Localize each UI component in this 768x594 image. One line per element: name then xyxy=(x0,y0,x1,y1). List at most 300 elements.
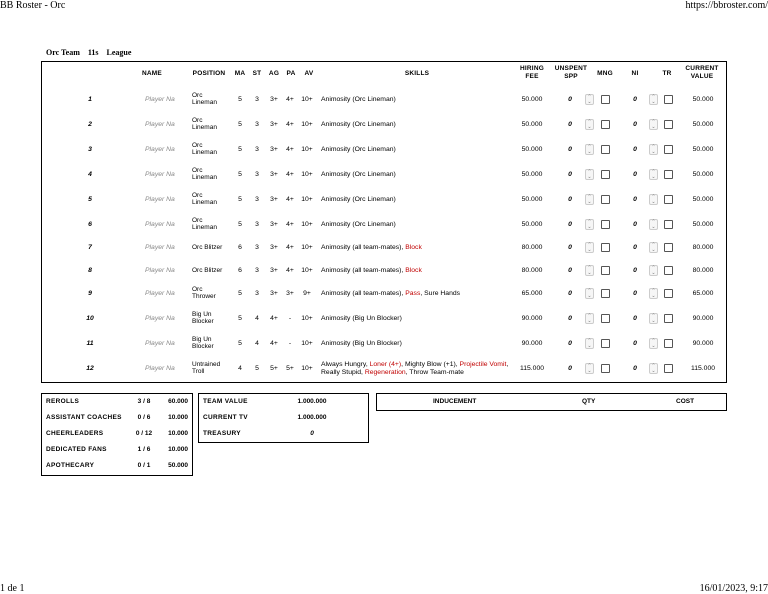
niggling-injuries: 0 xyxy=(633,96,637,103)
player-skills xyxy=(321,340,511,348)
tr-checkbox[interactable] xyxy=(664,170,673,179)
stat-st: 3 xyxy=(255,244,259,251)
position-line: Untrained xyxy=(192,361,221,368)
hiring-fee: 115.000 xyxy=(519,365,545,372)
stat-ag: 3+ xyxy=(270,244,278,251)
col-position: POSITION xyxy=(192,70,226,77)
col-pa: PA xyxy=(286,70,296,77)
player-skills xyxy=(321,244,511,252)
hiring-fee: 80.000 xyxy=(521,267,543,274)
player-name: Player Na xyxy=(145,121,175,128)
stat-ag: 4+ xyxy=(270,340,278,347)
stat-st: 3 xyxy=(255,267,259,274)
player-number: 5 xyxy=(88,196,92,203)
player-name: Player Na xyxy=(145,290,175,297)
stat-av: 10+ xyxy=(301,365,313,372)
position-line: Troll xyxy=(192,368,205,376)
total-value: 1.000.000 xyxy=(297,398,327,405)
extra-label: DEDICATED FANS xyxy=(46,446,107,453)
extra-qty: 0 / 6 xyxy=(137,414,151,421)
stat-av: 10+ xyxy=(301,221,313,228)
stat-st: 5 xyxy=(255,365,259,372)
team-extras-box xyxy=(41,393,193,476)
stat-ag: 3+ xyxy=(270,146,278,153)
stat-ma: 5 xyxy=(238,196,242,203)
current-value: 50.000 xyxy=(692,171,714,178)
stat-av: 10+ xyxy=(301,340,313,347)
player-skills xyxy=(321,146,511,154)
stat-ma: 5 xyxy=(238,290,242,297)
stat-av: 10+ xyxy=(301,315,313,322)
niggling-injuries: 0 xyxy=(633,171,637,178)
extra-row xyxy=(42,410,192,426)
col-st: ST xyxy=(252,70,262,77)
hiring-fee: 80.000 xyxy=(521,244,543,251)
mng-checkbox[interactable] xyxy=(601,220,610,229)
position-line: Thrower xyxy=(192,293,216,301)
mng-checkbox[interactable] xyxy=(601,195,610,204)
hiring-fee: 90.000 xyxy=(521,340,543,347)
ni-stepper[interactable]: ⌃ ⌄ xyxy=(649,169,658,180)
player-skills xyxy=(321,96,511,104)
extra-label: APOTHECARY xyxy=(46,462,95,469)
total-row xyxy=(199,410,368,426)
skill-text: Animosity (Orc Lineman) xyxy=(321,196,396,203)
current-value: 50.000 xyxy=(692,146,714,153)
unspent-spp: 0 xyxy=(568,244,572,251)
skill-improvement: Block xyxy=(405,244,422,251)
stat-st: 3 xyxy=(255,146,259,153)
position-line: Lineman xyxy=(192,124,217,132)
tr-checkbox[interactable] xyxy=(664,120,673,129)
col-ag: AG xyxy=(268,70,280,77)
position-line: Blocker xyxy=(192,343,214,351)
unspent-spp: 0 xyxy=(568,340,572,347)
stat-st: 4 xyxy=(255,340,259,347)
inducement-header: INDUCEMENT xyxy=(433,398,477,405)
player-position xyxy=(192,142,217,156)
col-ni: NI xyxy=(631,70,639,77)
hiring-fee: 65.000 xyxy=(521,290,543,297)
hiring-fee: 90.000 xyxy=(521,315,543,322)
current-value: 80.000 xyxy=(692,267,714,274)
position-line: Lineman xyxy=(192,99,217,107)
position-line: Orc xyxy=(192,142,203,149)
skill-text: Always Hungry, xyxy=(321,361,370,368)
unspent-spp: 0 xyxy=(568,290,572,297)
mng-checkbox[interactable] xyxy=(601,145,610,154)
col-unspent-spp: UNSPENT SPP xyxy=(554,65,588,80)
player-number: 6 xyxy=(88,221,92,228)
player-name: Player Na xyxy=(145,196,175,203)
current-value: 90.000 xyxy=(692,340,714,347)
mng-checkbox[interactable] xyxy=(601,95,610,104)
hiring-fee: 50.000 xyxy=(521,221,543,228)
player-number: 2 xyxy=(88,121,92,128)
player-skills xyxy=(321,267,511,275)
hiring-fee: 50.000 xyxy=(521,171,543,178)
extra-label: ASSISTANT COACHES xyxy=(46,414,122,421)
stat-st: 3 xyxy=(255,121,259,128)
player-name: Player Na xyxy=(145,365,175,372)
current-value: 50.000 xyxy=(692,196,714,203)
niggling-injuries: 0 xyxy=(633,196,637,203)
tr-checkbox[interactable] xyxy=(664,364,673,373)
position-line: Blocker xyxy=(192,318,214,326)
spp-stepper[interactable]: ⌃ ⌄ xyxy=(585,194,594,205)
spp-stepper[interactable]: ⌃ ⌄ xyxy=(585,338,594,349)
page-url: https://bbroster.com/ xyxy=(685,0,768,11)
current-value: 115.000 xyxy=(690,365,716,372)
mng-checkbox[interactable] xyxy=(601,364,610,373)
total-value: 0 xyxy=(310,430,314,437)
spp-stepper[interactable]: ⌃ ⌄ xyxy=(585,94,594,105)
player-row xyxy=(42,238,726,262)
stat-ma: 6 xyxy=(238,244,242,251)
stat-ag: 3+ xyxy=(270,267,278,274)
stat-pa: 4+ xyxy=(286,171,294,178)
total-label: CURRENT TV xyxy=(203,414,248,421)
spp-stepper[interactable]: ⌃ ⌄ xyxy=(585,265,594,276)
player-skills xyxy=(321,221,511,229)
col-name: NAME xyxy=(142,70,162,77)
niggling-injuries: 0 xyxy=(633,146,637,153)
player-name: Player Na xyxy=(145,221,175,228)
skill-text: Animosity (Big Un Blocker) xyxy=(321,340,402,347)
position-line: Lineman xyxy=(192,224,217,232)
stat-pa: - xyxy=(288,340,292,347)
stat-pa: 4+ xyxy=(286,121,294,128)
unspent-spp: 0 xyxy=(568,146,572,153)
spp-stepper[interactable]: ⌃ ⌄ xyxy=(585,144,594,155)
stat-av: 10+ xyxy=(301,267,313,274)
skill-text: Animosity (all team-mates), xyxy=(321,244,406,251)
position-line: Orc xyxy=(192,167,203,174)
mng-checkbox[interactable] xyxy=(601,314,610,323)
stat-pa: 5+ xyxy=(286,365,294,372)
player-position xyxy=(192,244,222,251)
stat-ma: 5 xyxy=(238,315,242,322)
stat-ag: 3+ xyxy=(270,290,278,297)
player-name: Player Na xyxy=(145,267,175,274)
stat-ma: 5 xyxy=(238,340,242,347)
stat-pa: 3+ xyxy=(286,290,294,297)
player-position xyxy=(192,311,214,325)
spp-stepper[interactable]: ⌃ ⌄ xyxy=(585,363,594,374)
mng-checkbox[interactable] xyxy=(601,120,610,129)
stat-pa: 4+ xyxy=(286,96,294,103)
player-name: Player Na xyxy=(145,340,175,347)
total-row xyxy=(199,394,368,410)
stat-ag: 4+ xyxy=(270,315,278,322)
stat-ma: 6 xyxy=(238,267,242,274)
niggling-injuries: 0 xyxy=(633,267,637,274)
total-row xyxy=(199,426,368,442)
stat-pa: 4+ xyxy=(286,221,294,228)
mng-checkbox[interactable] xyxy=(601,170,610,179)
team-league: League xyxy=(106,48,132,57)
player-position xyxy=(192,217,217,231)
col-skills: SKILLS xyxy=(404,70,430,77)
ni-stepper[interactable]: ⌃ ⌄ xyxy=(649,313,658,324)
extra-row xyxy=(42,394,192,410)
stat-av: 10+ xyxy=(301,196,313,203)
player-number: 3 xyxy=(88,146,92,153)
hiring-fee: 50.000 xyxy=(521,121,543,128)
unspent-spp: 0 xyxy=(568,221,572,228)
page-counter: 1 de 1 xyxy=(0,583,25,594)
player-number: 9 xyxy=(88,290,92,297)
skill-text: Animosity (Orc Lineman) xyxy=(321,121,396,128)
print-timestamp: 16/01/2023, 9:17 xyxy=(699,583,768,594)
position-line: Orc xyxy=(192,192,203,199)
skill-improvement: Projectile Vomit xyxy=(459,361,507,368)
stat-ag: 3+ xyxy=(270,221,278,228)
unspent-spp: 0 xyxy=(568,315,572,322)
spp-stepper[interactable]: ⌃ ⌄ xyxy=(585,219,594,230)
player-row xyxy=(42,215,726,239)
player-name: Player Na xyxy=(145,171,175,178)
player-position xyxy=(192,267,222,274)
player-name: Player Na xyxy=(145,244,175,251)
player-number: 8 xyxy=(88,267,92,274)
stat-av: 9+ xyxy=(303,290,311,297)
unspent-spp: 0 xyxy=(568,196,572,203)
tr-checkbox[interactable] xyxy=(664,145,673,154)
stat-st: 3 xyxy=(255,221,259,228)
inducement-qty-header: QTY xyxy=(582,398,596,405)
current-value: 65.000 xyxy=(692,290,714,297)
unspent-spp: 0 xyxy=(568,171,572,178)
col-tr: TR xyxy=(662,70,672,77)
niggling-injuries: 0 xyxy=(633,365,637,372)
player-number: 7 xyxy=(88,244,92,251)
position-line: Orc xyxy=(192,92,203,99)
extra-qty: 0 / 1 xyxy=(137,462,151,469)
stat-ma: 4 xyxy=(238,365,242,372)
team-info xyxy=(46,48,137,57)
stat-st: 3 xyxy=(255,290,259,297)
position-line: Orc Blitzer xyxy=(192,244,223,251)
tr-checkbox[interactable] xyxy=(664,243,673,252)
stat-av: 10+ xyxy=(301,244,313,251)
player-number: 12 xyxy=(86,365,94,372)
stat-ag: 3+ xyxy=(270,196,278,203)
skill-text: , Throw Team-mate xyxy=(405,368,464,376)
position-line: Lineman xyxy=(192,199,217,207)
spp-stepper[interactable]: ⌃ ⌄ xyxy=(585,119,594,130)
stat-ag: 3+ xyxy=(270,121,278,128)
skill-text: Animosity (Big Un Blocker) xyxy=(321,315,402,322)
hiring-fee: 50.000 xyxy=(521,96,543,103)
player-row xyxy=(42,334,726,358)
extra-label: REROLLS xyxy=(46,398,80,405)
skill-text: Animosity (Orc Lineman) xyxy=(321,146,396,153)
ni-stepper[interactable]: ⌃ ⌄ xyxy=(649,242,658,253)
player-number: 4 xyxy=(88,171,92,178)
stat-pa: 4+ xyxy=(286,146,294,153)
stat-pa: - xyxy=(288,315,292,322)
hiring-fee: 50.000 xyxy=(521,196,543,203)
player-position xyxy=(192,361,220,375)
skill-improvement: Regeneration xyxy=(364,368,406,376)
niggling-injuries: 0 xyxy=(633,121,637,128)
stat-ma: 5 xyxy=(238,96,242,103)
player-skills xyxy=(321,315,511,323)
player-row xyxy=(42,309,726,333)
col-mng: MNG xyxy=(597,70,613,77)
hiring-fee: 50.000 xyxy=(521,146,543,153)
team-size: 11s xyxy=(87,48,99,57)
current-value: 50.000 xyxy=(692,221,714,228)
mng-checkbox[interactable] xyxy=(601,243,610,252)
stat-av: 10+ xyxy=(301,146,313,153)
extra-qty: 0 / 12 xyxy=(135,430,153,437)
stat-pa: 4+ xyxy=(286,244,294,251)
stat-pa: 4+ xyxy=(286,196,294,203)
player-skills xyxy=(321,121,511,129)
col-ma: MA xyxy=(234,70,246,77)
stat-ag: 3+ xyxy=(270,96,278,103)
ni-stepper[interactable]: ⌃ ⌄ xyxy=(649,119,658,130)
position-line: Lineman xyxy=(192,174,217,182)
position-line: Orc xyxy=(192,217,203,224)
col-current-value: CURRENT VALUE xyxy=(685,65,719,80)
player-name: Player Na xyxy=(145,96,175,103)
ni-stepper[interactable]: ⌃ ⌄ xyxy=(649,288,658,299)
tr-checkbox[interactable] xyxy=(664,289,673,298)
player-row xyxy=(42,359,726,383)
spp-stepper[interactable]: ⌃ ⌄ xyxy=(585,169,594,180)
current-value: 90.000 xyxy=(692,315,714,322)
team-name: Orc Team xyxy=(46,48,80,57)
tr-checkbox[interactable] xyxy=(664,266,673,275)
extra-cost: 10.000 xyxy=(168,414,188,421)
ni-stepper[interactable]: ⌃ ⌄ xyxy=(649,363,658,374)
unspent-spp: 0 xyxy=(568,96,572,103)
stat-ma: 5 xyxy=(238,221,242,228)
position-line: Big Un xyxy=(192,311,212,318)
tr-checkbox[interactable] xyxy=(664,95,673,104)
current-value: 80.000 xyxy=(692,244,714,251)
stat-ag: 5+ xyxy=(270,365,278,372)
player-position xyxy=(192,286,216,300)
extra-cost: 10.000 xyxy=(168,446,188,453)
tr-checkbox[interactable] xyxy=(664,339,673,348)
current-value: 50.000 xyxy=(692,96,714,103)
skill-text: Animosity (Orc Lineman) xyxy=(321,221,396,228)
player-position xyxy=(192,192,217,206)
inducement-cost-header: COST xyxy=(676,398,695,405)
unspent-spp: 0 xyxy=(568,121,572,128)
position-line: Big Un xyxy=(192,336,212,343)
extra-cost: 60.000 xyxy=(168,398,188,405)
tr-checkbox[interactable] xyxy=(664,220,673,229)
skill-text: Animosity (Orc Lineman) xyxy=(321,96,396,103)
mng-checkbox[interactable] xyxy=(601,266,610,275)
stat-av: 10+ xyxy=(301,96,313,103)
extra-cost: 50.000 xyxy=(168,462,188,469)
tr-checkbox[interactable] xyxy=(664,314,673,323)
niggling-injuries: 0 xyxy=(633,290,637,297)
skill-text: Animosity (Orc Lineman) xyxy=(321,171,396,178)
player-skills xyxy=(321,171,511,179)
position-line: Lineman xyxy=(192,149,217,157)
player-name: Player Na xyxy=(145,146,175,153)
inducements-box xyxy=(376,393,727,411)
mng-checkbox[interactable] xyxy=(601,339,610,348)
position-line: Orc xyxy=(192,117,203,124)
extra-row xyxy=(42,442,192,458)
total-value: 1.000.000 xyxy=(297,414,327,421)
ni-stepper[interactable]: ⌃ ⌄ xyxy=(649,194,658,205)
player-number: 11 xyxy=(86,340,94,347)
browser-tab-title: BB Roster - Orc xyxy=(0,0,66,11)
niggling-injuries: 0 xyxy=(633,315,637,322)
player-number: 10 xyxy=(86,315,94,322)
stat-ma: 5 xyxy=(238,121,242,128)
player-position xyxy=(192,336,214,350)
ni-stepper[interactable]: ⌃ ⌄ xyxy=(649,144,658,155)
skill-text: , Really Stupid, xyxy=(321,361,509,376)
spp-stepper[interactable]: ⌃ ⌄ xyxy=(585,242,594,253)
total-label: TREASURY xyxy=(203,430,241,437)
stat-st: 4 xyxy=(255,315,259,322)
player-name: Player Na xyxy=(145,315,175,322)
player-skills xyxy=(321,361,511,376)
stat-ag: 3+ xyxy=(270,171,278,178)
stat-pa: 4+ xyxy=(286,267,294,274)
player-row xyxy=(42,190,726,214)
player-row xyxy=(42,261,726,285)
tr-checkbox[interactable] xyxy=(664,195,673,204)
extra-label: CHEERLEADERS xyxy=(46,430,104,437)
spp-stepper[interactable]: ⌃ ⌄ xyxy=(585,288,594,299)
player-number: 1 xyxy=(88,96,92,103)
position-line: Orc xyxy=(192,286,203,293)
skill-text: , Mighty Blow (+1), xyxy=(401,361,460,368)
stat-st: 3 xyxy=(255,171,259,178)
skill-improvement: Pass xyxy=(405,290,421,297)
extra-row xyxy=(42,458,192,474)
stat-st: 3 xyxy=(255,196,259,203)
ni-stepper[interactable]: ⌃ ⌄ xyxy=(649,265,658,276)
mng-checkbox[interactable] xyxy=(601,289,610,298)
current-value: 50.000 xyxy=(692,121,714,128)
spp-stepper[interactable]: ⌃ ⌄ xyxy=(585,313,594,324)
team-totals-box xyxy=(198,393,369,443)
col-av: AV xyxy=(304,70,314,77)
ni-stepper[interactable]: ⌃ ⌄ xyxy=(649,94,658,105)
player-row xyxy=(42,165,726,189)
total-label: TEAM VALUE xyxy=(203,398,248,405)
player-position xyxy=(192,167,217,181)
stat-ma: 5 xyxy=(238,146,242,153)
skill-text: Animosity (all team-mates), xyxy=(321,290,406,297)
stat-st: 3 xyxy=(255,96,259,103)
extra-cost: 10.000 xyxy=(168,430,188,437)
extra-qty: 3 / 8 xyxy=(137,398,151,405)
player-row xyxy=(42,115,726,139)
ni-stepper[interactable]: ⌃ ⌄ xyxy=(649,338,658,349)
player-skills xyxy=(321,196,511,204)
skill-text: Animosity (all team-mates), xyxy=(321,267,406,274)
player-row xyxy=(42,90,726,114)
niggling-injuries: 0 xyxy=(633,244,637,251)
stat-ma: 5 xyxy=(238,171,242,178)
unspent-spp: 0 xyxy=(568,365,572,372)
ni-stepper[interactable]: ⌃ ⌄ xyxy=(649,219,658,230)
